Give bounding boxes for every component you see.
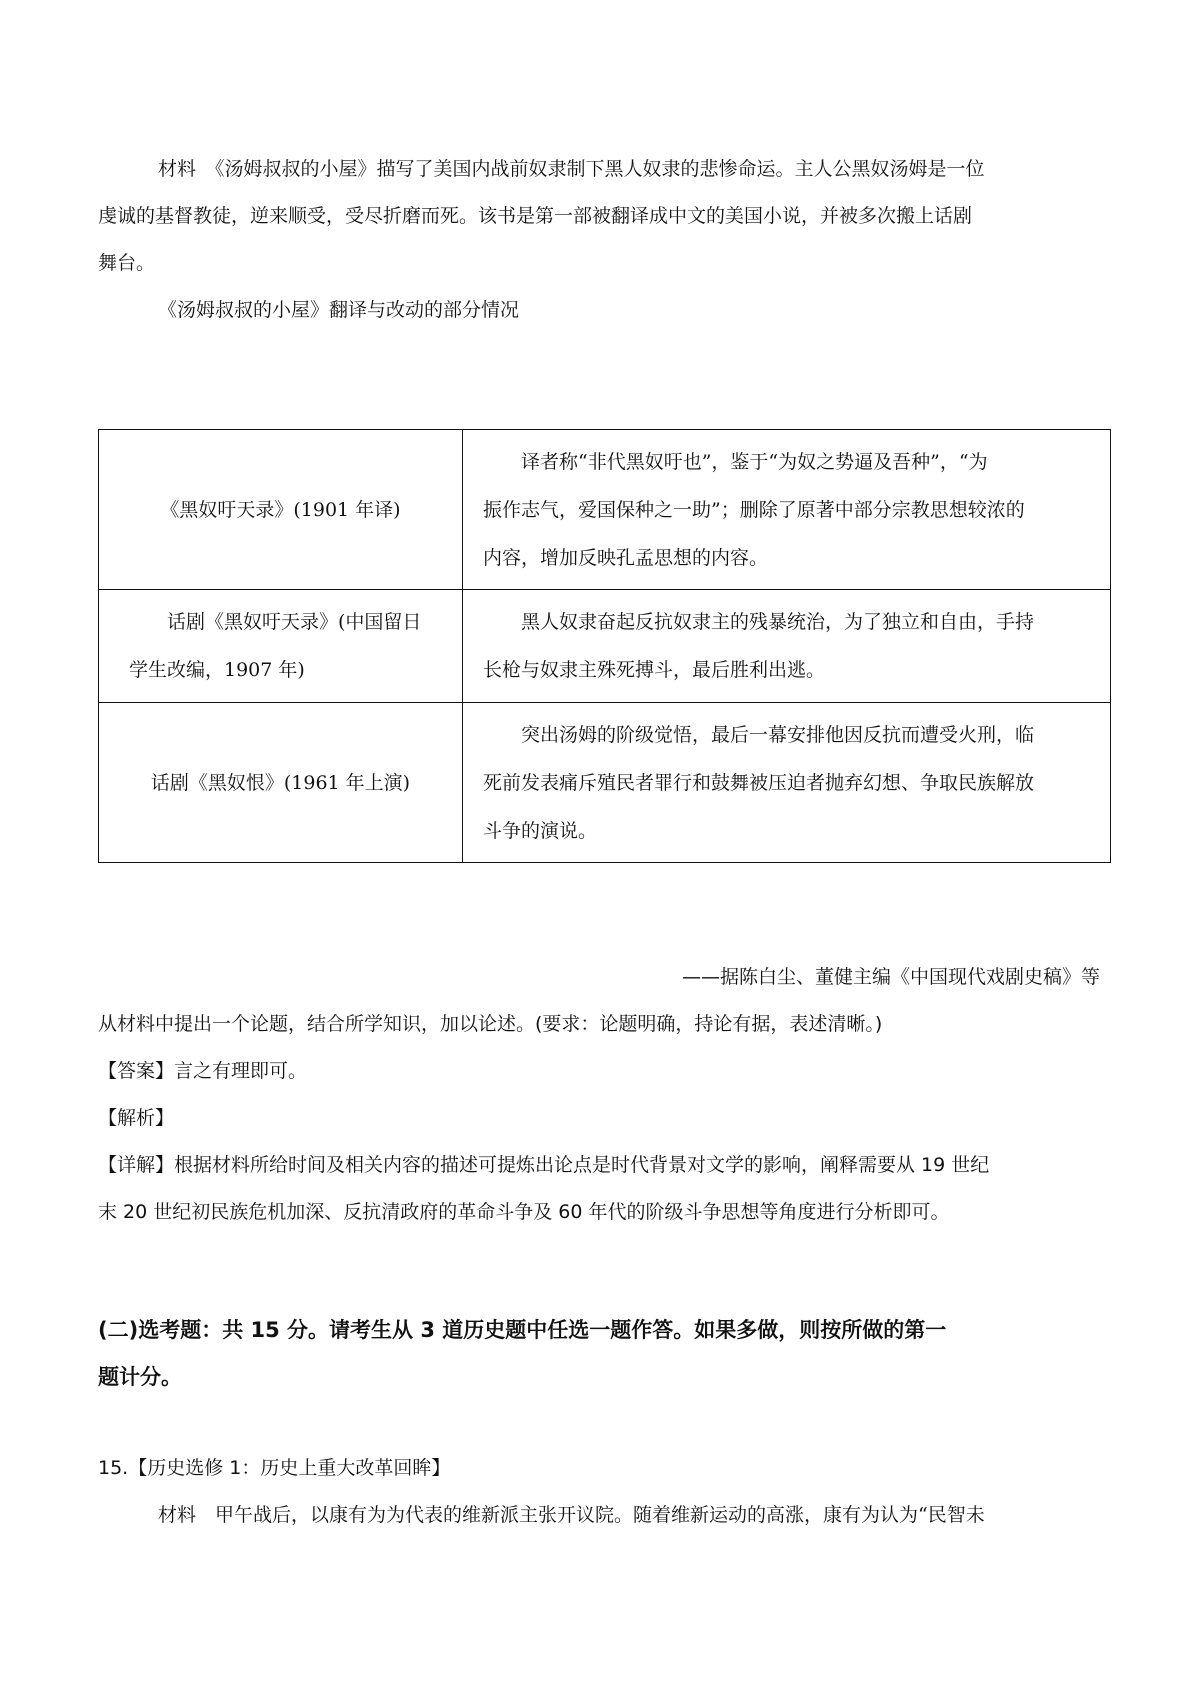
section-heading-line-1: (二)选考题：共 15 分。请考生从 3 道历史题中任选一题作答。如果多做，则按所做的第一 xyxy=(98,1318,947,1342)
material-line-3: 舞台。 xyxy=(98,252,156,274)
source-citation: ——据陈白尘、董健主编《中国现代戏剧史稿》等 xyxy=(681,966,1100,988)
table-row xyxy=(99,703,1111,863)
cell-text: 突出汤姆的阶级觉悟，最后一幕安排他因反抗而遭受火刑，临 xyxy=(521,723,1035,746)
cell-text: 学生改编，1907 年) xyxy=(129,659,305,681)
q15-material-line: 材料 甲午战后，以康有为为代表的维新派主张开议院。随着维新运动的高涨，康有为认为“民智未 xyxy=(158,1504,985,1526)
material-line-1: 材料 《汤姆叔叔的小屋》描写了美国内战前奴隶制下黑人奴隶的悲惨命运。主人公黑奴汤姆是一位 xyxy=(158,158,985,180)
table-row xyxy=(99,590,1111,703)
cell-text: 长枪与奴隶主殊死搏斗，最后胜利出逃。 xyxy=(483,659,826,681)
cell-text: 振作志气，爱国保种之一助”；删除了原著中部分宗教思想较浓的 xyxy=(483,498,1025,521)
cell-text: 内容，增加反映孔孟思想的内容。 xyxy=(483,546,769,569)
table-cell-changes xyxy=(463,703,1111,863)
cell-text: 斗争的演说。 xyxy=(483,819,598,842)
cell-text: 黑人奴隶奋起反抗奴隶主的残暴统治，为了独立和自由，手持 xyxy=(521,611,1035,633)
cell-text: 《黑奴吁天录》(1901 年译) xyxy=(160,498,401,521)
question-text: 从材料中提出一个论题，结合所学知识，加以论述。(要求：论题明确，持论有据，表述清晰。) xyxy=(98,1013,883,1035)
table-row xyxy=(99,430,1111,590)
cell-text: 译者称“非代黑奴吁也”，鉴于“为奴之势逼及吾种”，“为 xyxy=(521,450,988,473)
table-cell-changes xyxy=(463,590,1111,703)
cell-text: 话剧《黑奴吁天录》(中国留日 xyxy=(167,611,422,633)
detail-line-1: 【详解】根据材料所给时间及相关内容的描述可提炼出论点是时代背景对文学的影响，阐释需要从 19 世纪 xyxy=(98,1154,990,1176)
detail-line-2: 末 20 世纪初民族危机加深、反抗清政府的革命斗争及 60 年代的阶级斗争思想等角度进行分析即可。 xyxy=(98,1201,950,1223)
table-cell-changes xyxy=(463,430,1111,590)
q15-title: 15.【历史选修 1：历史上重大改革回眸】 xyxy=(98,1457,451,1479)
table-cell-work xyxy=(99,590,463,703)
table-cell-work xyxy=(99,703,463,863)
translation-table xyxy=(98,429,1111,863)
material-line-2: 虔诚的基督教徒，逆来顺受，受尽折磨而死。该书是第一部被翻译成中文的美国小说，并被多次搬上话剧 xyxy=(98,205,973,227)
table-caption: 《汤姆叔叔的小屋》翻译与改动的部分情况 xyxy=(158,299,520,321)
answer-text: 【答案】言之有理即可。 xyxy=(98,1060,308,1082)
section-heading-line-2: 题计分。 xyxy=(98,1365,182,1389)
table-cell-work xyxy=(99,430,463,590)
analysis-label: 【解析】 xyxy=(98,1107,175,1129)
cell-text: 话剧《黑奴恨》(1961 年上演) xyxy=(150,771,411,794)
cell-text: 死前发表痛斥殖民者罪行和鼓舞被压迫者抛弃幻想、争取民族解放 xyxy=(483,771,1035,794)
